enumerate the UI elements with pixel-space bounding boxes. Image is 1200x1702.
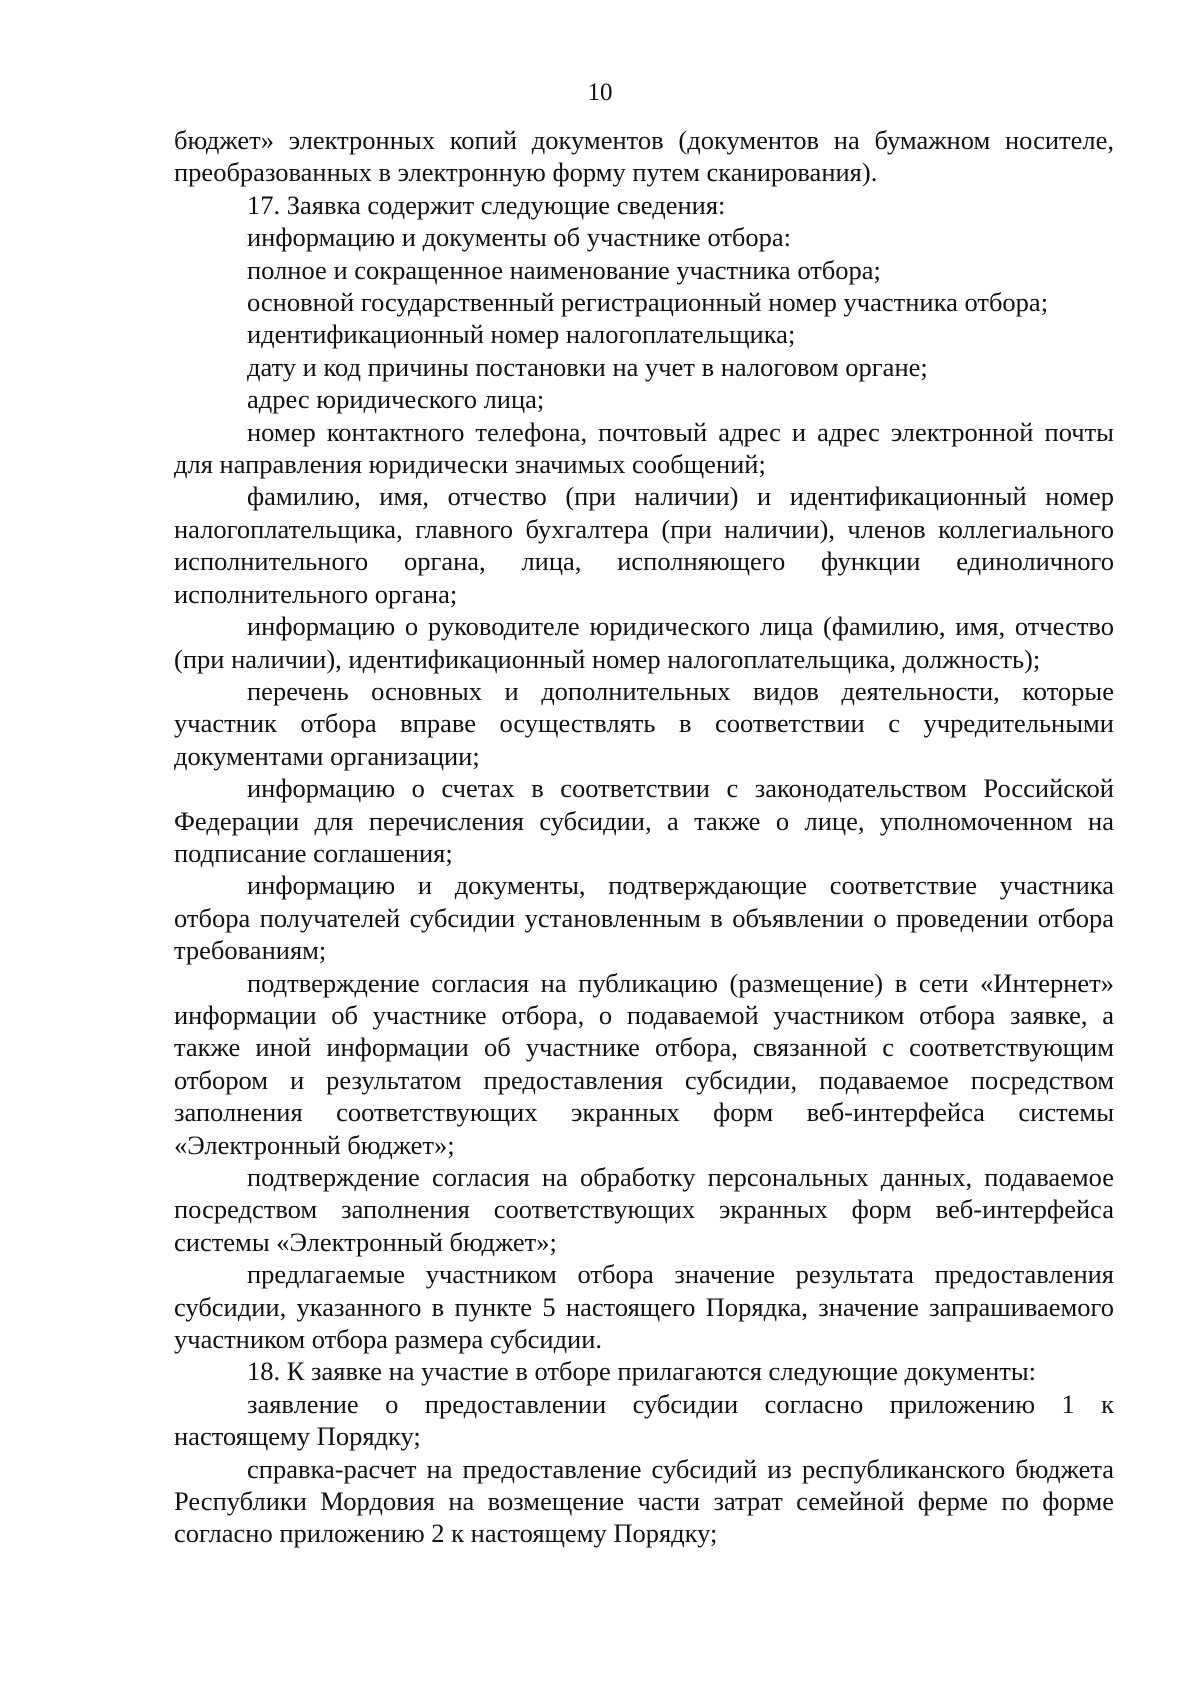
- paragraph-item-17-heading: 17. Заявка содержит следующие сведения:: [247, 189, 726, 220]
- page-number: 10: [587, 79, 613, 106]
- paragraph: заявление о предоставлении субсидии согласно приложению 1 к настоящему Порядку;: [174, 1388, 1114, 1452]
- paragraph: информацию и документы об участнике отбора:: [247, 222, 792, 253]
- paragraph: полное и сокращенное наименование участника отбора;: [247, 254, 881, 285]
- paragraph: номер контактного телефона, почтовый адрес и адрес электронной почты для направления юридически значимых сообщений;: [174, 416, 1114, 480]
- paragraph: фамилию, имя, отчество (при наличии) и идентификационный номер налогоплательщика, главного бухгалтера (при наличии), членов коллегиального исполнительного органа, лица, исполняющего функции единоличного исполнительного органа;: [174, 481, 1114, 609]
- paragraph: подтверждение согласия на обработку персональных данных, подаваемое посредством заполнения соответствующих экранных форм веб-интерфейса системы «Электронный бюджет»;: [174, 1162, 1114, 1257]
- paragraph: дату и код причины постановки на учет в налоговом органе;: [247, 351, 928, 382]
- paragraph: идентификационный номер налогоплательщика;: [247, 319, 796, 350]
- paragraph: справка-расчет на предоставление субсидий из республиканского бюджета Республики Мордовия на возмещение части затрат семейной ферме по форме согласно приложению 2 к настоящему Порядку;: [174, 1453, 1114, 1549]
- paragraph-item-18-heading: 18. К заявке на участие в отборе прилагаются следующие документы:: [247, 1356, 1037, 1387]
- paragraph-continuation: бюджет» электронных копий документов (документов на бумажном носителе, преобразованных в электронную форму путем сканирования).: [174, 125, 1114, 188]
- paragraph: подтверждение согласия на публикацию (размещение) в сети «Интернет» информации об участнике отбора, о подаваемой участником отбора заявке, а также иной информации об участнике отбора, связанной с соответствующим отбором и результатом предоставления субсидии, подаваемое посредством заполнения соответствующих экранных форм веб-интерфейса системы «Электронный бюджет»;: [174, 967, 1114, 1160]
- paragraph: информацию о счетах в соответствии с законодательством Российской Федерации для перечисления субсидии, а также о лице, уполномоченном на подписание соглашения;: [174, 773, 1114, 868]
- paragraph: перечень основных и дополнительных видов деятельности, которые участник отбора вправе осуществлять в соответствии с учредительными документами организации;: [174, 675, 1114, 771]
- paragraph: основной государственный регистрационный номер участника отбора;: [247, 287, 1049, 318]
- paragraph: предлагаемые участником отбора значение результата предоставления субсидии, указанного в пункте 5 настоящего Порядка, значение запрашиваемого участником отбора размера субсидии.: [174, 1259, 1114, 1355]
- document-body: [174, 124, 1114, 1550]
- paragraph: адрес юридического лица;: [247, 384, 545, 415]
- paragraph: информацию и документы, подтверждающие соответствие участника отбора получателей субсидии установленным в объявлении о проведении отбора требованиям;: [174, 870, 1114, 966]
- paragraph: информацию о руководителе юридического лица (фамилию, имя, отчество (при наличии), идентификационный номер налогоплательщика, должность);: [174, 611, 1114, 674]
